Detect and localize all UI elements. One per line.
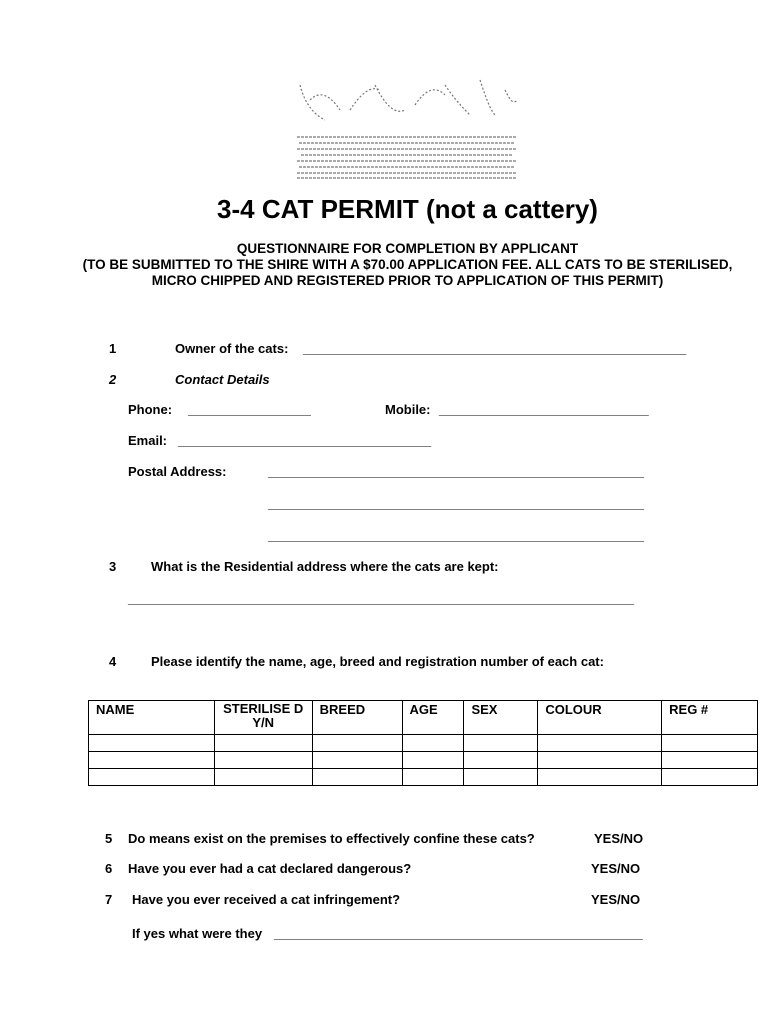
q1-label: Owner of the cats: xyxy=(175,341,289,356)
page-title: 3-4 CAT PERMIT (not a cattery) xyxy=(217,194,598,224)
q6-label: Have you ever had a cat declared dangerous? xyxy=(128,861,412,876)
table-cell[interactable] xyxy=(538,769,662,786)
residential-address-field[interactable]: ______________________________________________________________________ xyxy=(128,591,635,606)
subheading-line-1: QUESTIONNAIRE FOR COMPLETION BY APPLICANT xyxy=(236,241,579,256)
postal-address-field-2[interactable]: ____________________________________________________ xyxy=(268,496,644,511)
column-header-breed: BREED xyxy=(312,701,402,735)
mobile-field[interactable]: _____________________________ xyxy=(439,402,649,417)
cats-table xyxy=(88,700,758,786)
postal-address-field-1[interactable]: ____________________________________________________ xyxy=(268,464,644,479)
q6-number: 6 xyxy=(105,861,113,876)
table-cell[interactable] xyxy=(538,752,662,769)
table-cell[interactable] xyxy=(464,735,538,752)
q3-label: What is the Residential address where the cats are kept: xyxy=(151,559,499,574)
postal-address-field-3[interactable]: ____________________________________________________ xyxy=(268,528,644,543)
mobile-label: Mobile: xyxy=(385,402,431,417)
phone-field[interactable]: _________________ xyxy=(188,402,311,417)
table-cell[interactable] xyxy=(89,735,215,752)
table-cell[interactable] xyxy=(662,735,758,752)
q3-number: 3 xyxy=(109,559,117,574)
infringement-followup-field[interactable]: ___________________________________________________ xyxy=(274,926,643,941)
email-field[interactable]: ___________________________________ xyxy=(178,433,432,448)
table-cell[interactable] xyxy=(402,735,464,752)
table-cell[interactable] xyxy=(89,752,215,769)
table-row xyxy=(89,769,758,786)
column-header-colour: COLOUR xyxy=(538,701,662,735)
table-cell[interactable] xyxy=(312,752,402,769)
table-row xyxy=(89,735,758,752)
infringement-followup-label: If yes what were they xyxy=(132,926,263,941)
table-cell[interactable] xyxy=(89,769,215,786)
q7-number: 7 xyxy=(105,892,113,907)
q4-number: 4 xyxy=(109,654,117,669)
table-cell[interactable] xyxy=(662,769,758,786)
q5-number: 5 xyxy=(105,831,113,846)
column-header-reg: REG # xyxy=(662,701,758,735)
column-header-age: AGE xyxy=(402,701,464,735)
q7-label: Have you ever received a cat infringement? xyxy=(132,892,401,907)
q7-answer[interactable]: YES/NO xyxy=(591,892,641,907)
table-cell[interactable] xyxy=(214,769,312,786)
table-cell[interactable] xyxy=(402,769,464,786)
table-cell[interactable] xyxy=(662,752,758,769)
subheading-line-2: (TO BE SUBMITTED TO THE SHIRE WITH A $70.00 APPLICATION FEE. ALL CATS TO BE STERILISED, MICRO CHIPPED AND REGISTERED PRIOR TO APPLICATION OF THIS PERMIT) xyxy=(82,257,733,288)
table-row xyxy=(89,752,758,769)
table-cell[interactable] xyxy=(402,752,464,769)
email-label: Email: xyxy=(128,433,168,448)
table-cell[interactable] xyxy=(214,735,312,752)
owner-field[interactable]: _____________________________________________________ xyxy=(303,341,687,356)
q6-answer[interactable]: YES/NO xyxy=(591,861,641,876)
q2-number: 2 xyxy=(109,372,117,387)
q1-number: 1 xyxy=(109,341,117,356)
phone-label: Phone: xyxy=(128,402,173,417)
q5-answer[interactable]: YES/NO xyxy=(594,831,644,846)
table-cell[interactable] xyxy=(312,769,402,786)
table-cell[interactable] xyxy=(214,752,312,769)
subheading xyxy=(80,241,735,289)
table-header-row xyxy=(89,701,758,735)
q2-label: Contact Details xyxy=(175,372,270,387)
q5-label: Do means exist on the premises to effectively confine these cats? xyxy=(128,831,535,846)
column-header-name: NAME xyxy=(89,701,215,735)
column-header-sterilised: STERILISE D Y/N xyxy=(214,701,312,735)
q4-label: Please identify the name, age, breed and registration number of each cat: xyxy=(151,654,604,669)
shire-logo xyxy=(295,75,520,180)
table-cell[interactable] xyxy=(538,735,662,752)
postal-address-label: Postal Address: xyxy=(128,464,227,479)
table-cell[interactable] xyxy=(312,735,402,752)
column-header-sex: SEX xyxy=(464,701,538,735)
table-cell[interactable] xyxy=(464,752,538,769)
table-cell[interactable] xyxy=(464,769,538,786)
